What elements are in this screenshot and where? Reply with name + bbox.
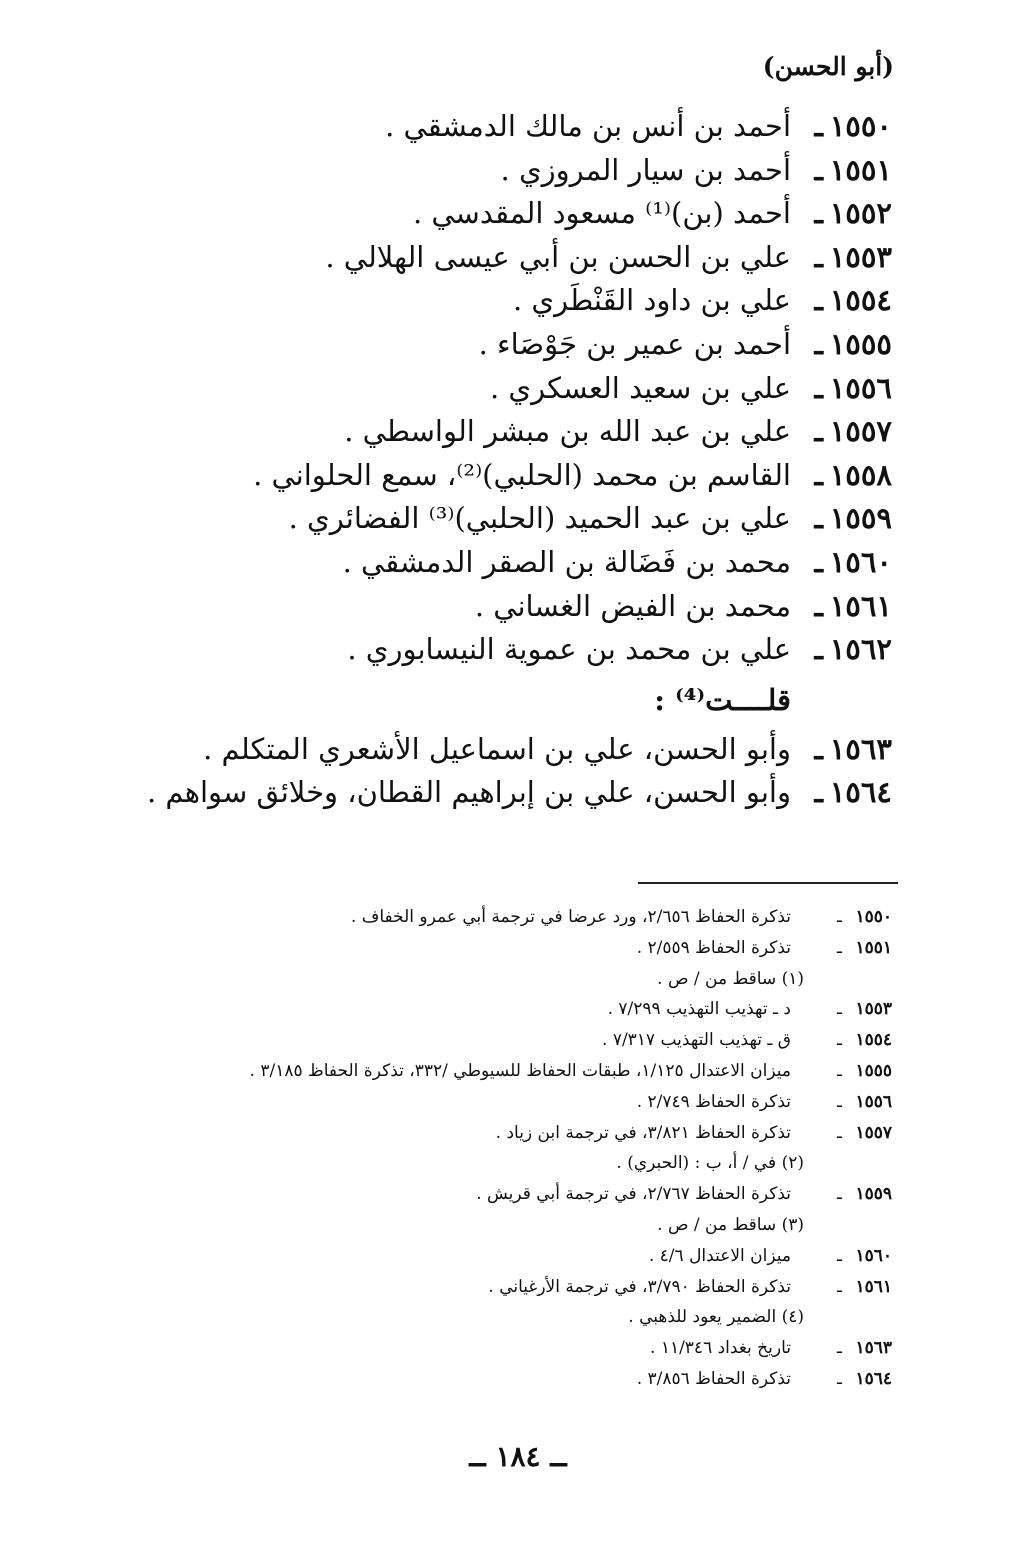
- footnote-text: (٣) ساقط من / ص .: [657, 1214, 804, 1235]
- entry-row: [0, 323, 1036, 367]
- footnote-row: [0, 1056, 1036, 1087]
- entry-row: [0, 454, 1036, 498]
- entry-dash: ـ: [814, 370, 823, 405]
- entries-list: [0, 105, 1036, 815]
- footnote-note: [0, 1210, 1036, 1241]
- entry-row: [0, 192, 1036, 236]
- entry-name: علي بن داود القَنْطَري .: [512, 283, 791, 318]
- entry-number: ١٥٥٤: [829, 283, 892, 318]
- entry-number: ١٥٥٦: [829, 370, 892, 405]
- footnote-text: ميزان الاعتدال ٤/٦ .: [648, 1245, 791, 1266]
- entry-number: ١٥٦٢: [829, 632, 892, 667]
- footnote-row: [0, 1118, 1036, 1149]
- entry-number: ١٥٦٤: [829, 775, 892, 810]
- entry-name: وأبو الحسن، علي بن اسماعيل الأشعري المتكلم .: [203, 731, 791, 766]
- entry-dash: ـ: [814, 326, 823, 361]
- entry-dash: ـ: [814, 544, 823, 579]
- footnote-row: [0, 933, 1036, 964]
- footnote-text: تذكرة الحفاظ ٢/٦٥٦، ورد عرضا في ترجمة أبي عمرو الخفاف .: [350, 907, 791, 927]
- footnote-number: ١٥٦٠: [855, 1245, 892, 1266]
- entry-number: ١٥٥٥: [829, 326, 892, 361]
- footnote-number: ١٥٥٦: [855, 1091, 892, 1112]
- entry-name: علي بن محمد بن عموية النيسابوري .: [347, 632, 791, 667]
- entry-dash: ـ: [814, 588, 823, 623]
- entry-name: وأبو الحسن، علي بن إبراهيم القطان، وخلائق سواهم .: [146, 775, 791, 810]
- entry-name: أحمد بن سيار المروزي .: [500, 152, 791, 187]
- entry-row: [0, 410, 1036, 454]
- footnote-dash: ـ: [837, 1184, 842, 1205]
- entry-dash: ـ: [814, 283, 823, 318]
- entry-name: علي بن الحسن بن أبي عيسى الهلالي .: [325, 239, 791, 274]
- entry-dash: ـ: [814, 109, 823, 143]
- footnote-text: تاريخ بغداد ١١/٣٤٦ .: [650, 1338, 791, 1359]
- entry-name: علي بن عبد الحميد (الحلبي)⁽³⁾ الفضائري .: [288, 501, 791, 536]
- entry-name: علي بن سعيد العسكري .: [489, 370, 791, 405]
- entry-number: ١٥٥٢: [829, 196, 892, 231]
- entry-number: ١٥٥٣: [829, 239, 892, 274]
- entry-name: محمد بن فَضَالة بن الصقر الدمشقي .: [342, 544, 791, 579]
- entry-row: [0, 497, 1036, 541]
- entry-dash: ـ: [814, 501, 823, 536]
- footnote-row: [0, 994, 1036, 1025]
- entry-dash: ـ: [814, 632, 823, 667]
- entry-row: [0, 149, 1036, 193]
- entry-name: أحمد بن عمير بن جَوْصَاء .: [478, 326, 791, 361]
- footnote-row: [0, 1025, 1036, 1056]
- footnote-text: (١) ساقط من / ص .: [657, 968, 804, 989]
- entry-dash: ـ: [814, 196, 823, 231]
- footnote-note: [0, 1302, 1036, 1333]
- entry-row: [0, 585, 1036, 629]
- footnote-note: [0, 964, 1036, 995]
- entry-row: [0, 628, 1036, 672]
- footnote-note: [0, 1148, 1036, 1179]
- entry-name: محمد بن الفيض الغساني .: [474, 588, 791, 623]
- entry-number: ١٥٦٠: [829, 544, 892, 579]
- footnote-number: ١٥٥٩: [855, 1184, 892, 1205]
- footnote-text: تذكرة الحفاظ ٢/٧٤٩ .: [636, 1091, 791, 1112]
- entry-row: [0, 105, 1036, 149]
- footnote-dash: ـ: [837, 1091, 842, 1112]
- entry-name: أحمد بن أنس بن مالك الدمشقي .: [385, 109, 791, 143]
- footnote-row: [0, 1087, 1036, 1118]
- entry-name: علي بن عبد الله بن مبشر الواسطي .: [344, 414, 791, 449]
- entry-number: ١٥٥٧: [829, 414, 892, 449]
- footnote-number: ١٥٦١: [855, 1276, 892, 1297]
- entry-number: ١٥٦٣: [829, 731, 892, 766]
- footnote-text: تذكرة الحفاظ ٢/٥٥٩ .: [636, 937, 791, 958]
- footnote-text: تذكرة الحفاظ ٢/٧٦٧، في ترجمة أبي قريش .: [476, 1184, 791, 1205]
- footnote-text: تذكرة الحفاظ ٣/٨٢١، في ترجمة ابن زياد .: [495, 1122, 791, 1143]
- footnote-dash: ـ: [837, 1338, 842, 1359]
- entry-number: ١٥٦١: [829, 588, 892, 623]
- running-head: (أبو الحسن): [762, 52, 894, 81]
- entry-row: [0, 771, 1036, 815]
- footnote-dash: ـ: [837, 937, 842, 958]
- entry-name: القاسم بن محمد (الحلبي)⁽²⁾، سمع الحلواني .: [253, 457, 791, 492]
- footnote-number: ١٥٥٧: [855, 1122, 892, 1143]
- entry-row: [0, 236, 1036, 280]
- qult-heading-text: قلــــت⁽⁴⁾ :: [654, 682, 791, 717]
- entry-number: ١٥٥١: [829, 152, 892, 187]
- entry-dash: ـ: [814, 457, 823, 492]
- footnote-text: (٢) في / أ، ب : (الحبري) .: [616, 1153, 804, 1174]
- qult-heading: [0, 672, 1036, 728]
- footnote-dash: ـ: [837, 1030, 842, 1051]
- entry-number: ١٥٥٠: [829, 109, 892, 143]
- entry-row: [0, 279, 1036, 323]
- footnote-row: [0, 1241, 1036, 1272]
- entry-number: ١٥٥٩: [829, 501, 892, 536]
- footnote-row: [0, 1364, 1036, 1395]
- entry-dash: ـ: [814, 414, 823, 449]
- footnote-number: ١٥٥١: [855, 937, 892, 958]
- footnote-dash: ـ: [837, 907, 842, 927]
- entry-dash: ـ: [814, 239, 823, 274]
- entry-row: [0, 728, 1036, 772]
- footnote-text: (٤) الضمير يعود للذهبي .: [628, 1307, 804, 1328]
- entry-dash: ـ: [814, 775, 823, 810]
- footnote-text: تذكرة الحفاظ ٣/٧٩٠، في ترجمة الأرغياني .: [488, 1276, 791, 1297]
- entry-dash: ـ: [814, 152, 823, 187]
- footnote-dash: ـ: [837, 1368, 842, 1389]
- entry-dash: ـ: [814, 731, 823, 766]
- page-number: ــ ١٨٤ ــ: [469, 1440, 567, 1473]
- footnote-dash: ـ: [837, 1060, 842, 1081]
- footnote-number: ١٥٥٤: [855, 1030, 892, 1051]
- footnote-row: [0, 902, 1036, 933]
- footnote-dash: ـ: [837, 999, 842, 1020]
- footnote-dash: ـ: [837, 1276, 842, 1297]
- footnote-row: [0, 1333, 1036, 1364]
- entry-row: [0, 367, 1036, 411]
- entry-name: أحمد (بن)⁽¹⁾ مسعود المقدسي .: [412, 196, 791, 231]
- footnote-text: د ـ تهذيب التهذيب ٧/٢٩٩ .: [607, 999, 791, 1020]
- footnote-number: ١٥٥٥: [855, 1060, 892, 1081]
- footnote-number: ١٥٦٤: [855, 1368, 892, 1389]
- footnote-number: ١٥٥٣: [855, 999, 892, 1020]
- footnote-separator: [638, 882, 898, 884]
- footnote-text: ميزان الاعتدال ١/١٢٥، طبقات الحفاظ للسيوطي /٣٣٢، تذكرة الحفاظ ٣/١٨٥ .: [249, 1060, 791, 1081]
- entry-number: ١٥٥٨: [829, 457, 892, 492]
- entry-row: [0, 541, 1036, 585]
- footnote-text: تذكرة الحفاظ ٣/٨٥٦ .: [636, 1368, 791, 1389]
- footnote-number: ١٥٥٠: [855, 907, 892, 927]
- footnote-row: [0, 1272, 1036, 1303]
- footnote-dash: ـ: [837, 1122, 842, 1143]
- footnote-dash: ـ: [837, 1245, 842, 1266]
- footnote-number: ١٥٦٣: [855, 1338, 892, 1359]
- footnotes-list: [0, 902, 1036, 1395]
- footnote-row: [0, 1179, 1036, 1210]
- footnote-text: ق ـ تهذيب التهذيب ٧/٣١٧ .: [602, 1030, 791, 1051]
